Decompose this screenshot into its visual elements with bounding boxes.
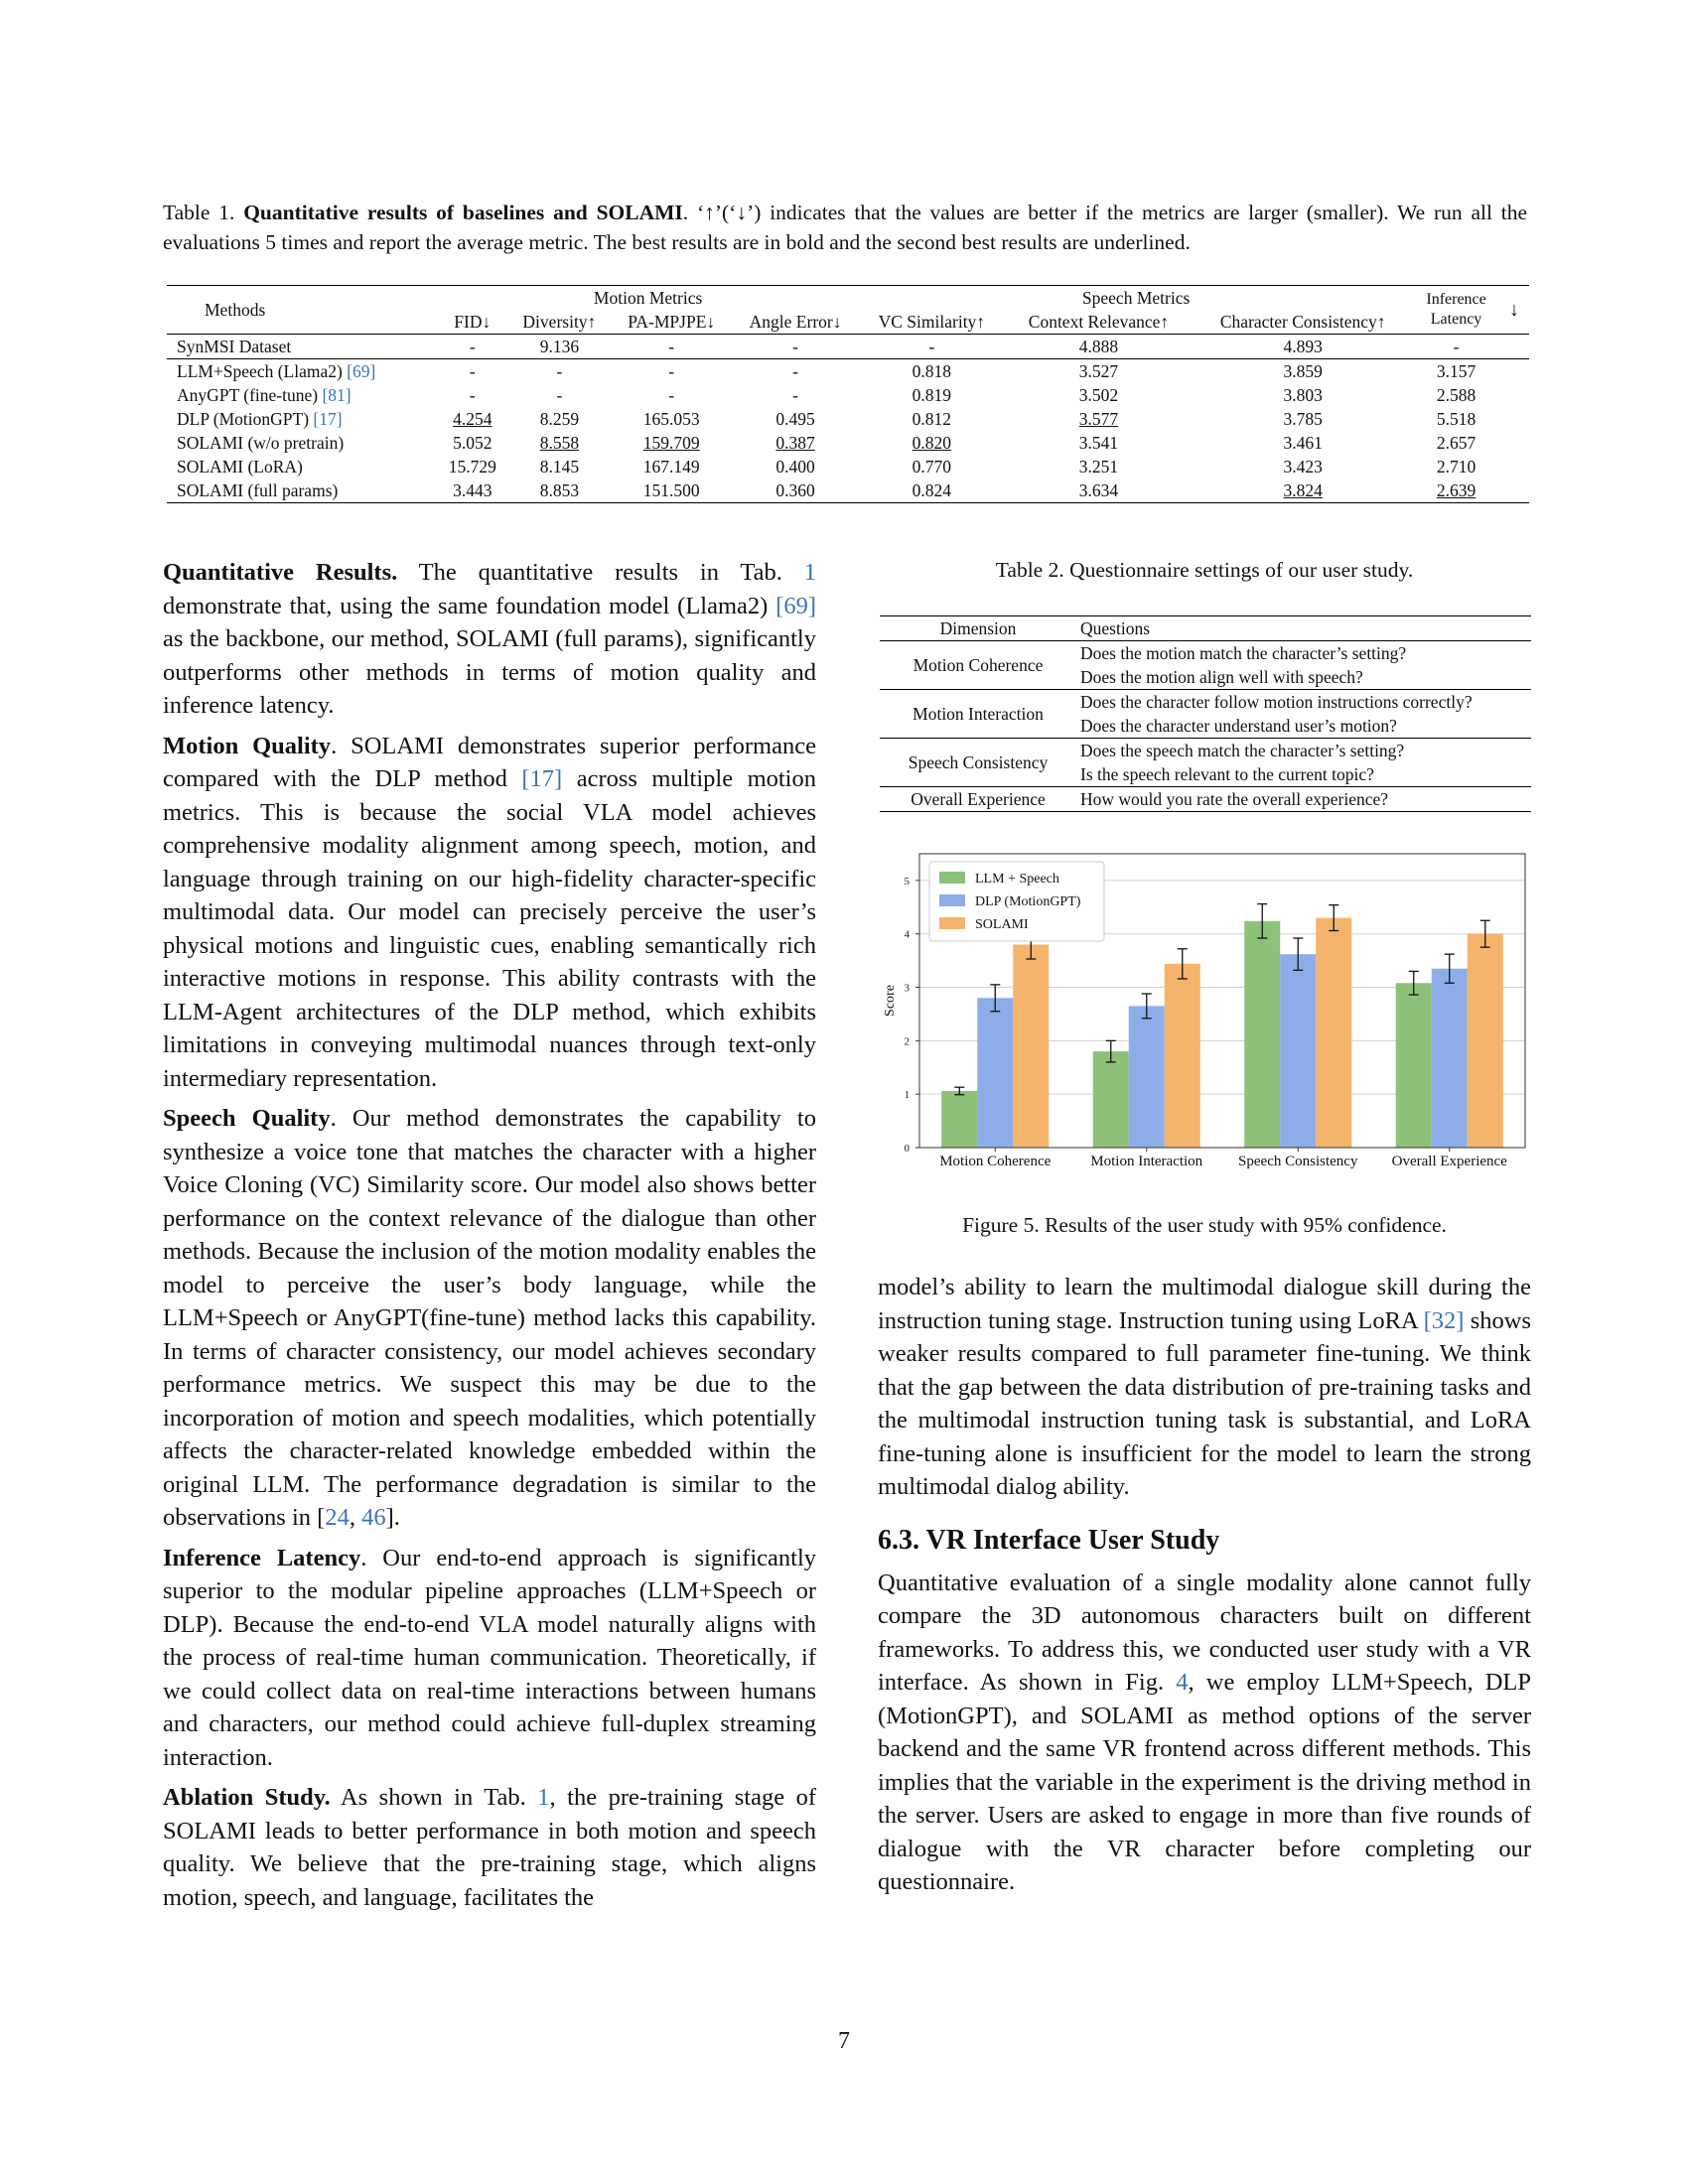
cell: 159.709 [642,433,700,453]
row-method: DLP (MotionGPT) [17] [177,409,343,429]
figure5-caption: Figure 5. Results of the user study with 95% confidence. [962,1213,1447,1237]
cell: 8.853 [539,480,580,500]
table1-group-speech: Speech Metrics [1081,288,1191,308]
user-study-bar-chart [878,850,1533,1187]
cell: 8.558 [539,433,580,453]
table2-caption: Table 2. Questionnaire settings of our user study. [995,558,1414,582]
cell: 3.461 [1283,433,1323,453]
cell: 4.893 [1283,337,1323,356]
bar [1432,969,1468,1148]
table2-head-dimension: Dimension [939,618,1017,638]
table-row [167,478,1529,503]
row-method: SOLAMI (w/o pretrain) [177,433,345,453]
table2-questions: Does the speech match the character’s setting? Is the speech relevant to the current topic? [1080,741,1405,784]
paragraph-quantitative-results: Quantitative Results. The quantitative results in Tab. 1 demonstrate that, using the same foundation model (Llama2) [69] as the backbone, our method, SOLAMI (full params), significantly outperforms other methods in terms of motion quality and inference latency. [163,559,817,719]
table2-dimension: Speech Consistency [908,752,1049,772]
table2-questions: How would you rate the overall experience? [1080,789,1389,809]
legend-label: LLM + Speech [975,872,1059,887]
legend-label: SOLAMI [975,917,1029,932]
cell: 4.254 [453,409,492,429]
cell: 4.888 [1078,337,1119,356]
y-tick-label: 3 [904,982,910,995]
cell: 0.770 [912,457,952,477]
cell: - [928,337,935,356]
bar [1316,918,1351,1148]
cell: 15.729 [448,457,496,477]
cell: 2.710 [1436,457,1477,477]
bar [1280,954,1316,1148]
cell: 3.859 [1283,361,1323,381]
y-tick-label: 2 [904,1035,910,1048]
row-method: SOLAMI (full params) [177,480,339,500]
paragraph-motion-quality: Motion Quality. SOLAMI demonstrates superior performance compared with the DLP method [17] across multiple motion metrics. This is because the social VLA model achieves comprehensive modality alignment among speech, motion, and language through training on our high-fidelity character-specific multimodal data. Our model can precisely perceive the user’s physical motions and linguistic cues, enabling semantically rich interactive motions in response. This ability contrasts with the LLM-Agent architectures of the DLP method, which exhibits limitations in conveying multimodal nuances through text-only intermediary representation. [163,732,816,1092]
y-tick-label: 1 [904,1089,910,1102]
table2 [880,615,1531,812]
bar [1129,1006,1165,1148]
cell: 3.634 [1078,480,1119,500]
cell: - [556,385,563,405]
table1-col-pampjpe: PA-MPJPE↓ [628,312,716,332]
cell: 3.502 [1078,385,1119,405]
table-row [167,455,1529,478]
table2-questions: Does the motion match the character’s setting? Does the motion align well with speech? [1080,643,1407,687]
cell: - [792,337,798,356]
cell: 0.360 [775,480,815,500]
cell: 0.818 [912,361,952,381]
cell: 0.819 [912,385,952,405]
cell: 167.149 [642,457,700,477]
cell: 165.053 [642,409,700,429]
table-row [880,739,1531,787]
table2-dimension: Motion Interaction [913,704,1044,724]
citation-link[interactable]: [17] [313,409,343,429]
table1 [167,285,1529,503]
cell: 0.812 [912,409,952,429]
table1-col-latency-1: Inference [1426,291,1486,308]
table1-caption-label: Table 1. [163,201,235,224]
right-column [878,1271,1531,1906]
table1-caption [163,198,1527,257]
table1-col-diversity: Diversity↑ [522,312,597,332]
x-tick-label: Motion Interaction [1090,1154,1203,1169]
table-row [167,407,1529,431]
table-ref-link[interactable]: 1 [803,559,817,586]
table1-col-fid: FID↓ [454,312,492,332]
y-tick-label: 4 [904,928,910,941]
y-axis-label: Score [883,985,898,1017]
cell: 3.423 [1283,457,1323,477]
bar [1093,1051,1129,1148]
bar [1013,944,1049,1148]
cell: 8.259 [539,409,580,429]
cell: 0.824 [912,480,952,500]
paragraph-vr-study: Quantitative evaluation of a single modality alone cannot fully compare the 3D autonomous characters built on different frameworks. To address this, we conducted user study with a VR interface. As shown in Fig. 4, we employ LLM+Speech, DLP (MotionGPT), and SOLAMI as method options of the server backend and the same VR frontend across different methods. This implies that the variable in the experiment is the driving method in the server. Users are asked to engage in more than five rounds of dialogue with the VR character before completing our questionnaire. [878,1569,1531,1895]
cell: 0.495 [775,409,815,429]
cell: 3.803 [1283,385,1323,405]
y-tick-label: 5 [904,875,910,887]
section-title: 6.3. VR Interface User Study [878,1524,1220,1556]
cell: - [469,361,476,381]
table1-caption-rest: . ‘↑’(‘↓’) indicates that the values are better if the metrics are larger (smaller). We run all the evaluations 5 times and report the average metric. The best results are in bold and the second best results are underlined. [163,201,1528,254]
cell: 3.251 [1078,457,1119,477]
cell: - [792,385,798,405]
cell: - [668,337,675,356]
table1-col-methods: Methods [205,300,266,320]
table1-group-header [167,286,1529,311]
table2-questions: Does the character follow motion instructions correctly? Does the character understand user’s motion? [1080,692,1473,736]
table1-col-character: Character Consistency↑ [1219,312,1386,332]
legend-swatch [939,872,965,884]
paragraph-ablation-study: Ablation Study. As shown in Tab. 1, the pre-training stage of SOLAMI leads to better performance in both motion and speech quality. We believe that the pre-training stage, which aligns motion, speech, and language, facilitates the [163,1784,816,1911]
table2-dimension: Overall Experience [911,789,1046,809]
bar [941,1091,977,1148]
table-row [167,359,1529,384]
cell: 5.518 [1436,409,1477,429]
citation-link[interactable]: [69] [347,361,376,381]
cell: 3.577 [1078,409,1119,429]
citation-link[interactable]: [17] [521,765,563,792]
cell: 9.136 [539,337,580,356]
table-row [167,383,1529,407]
cell: 0.820 [912,433,952,453]
table2-dimension: Motion Coherence [913,655,1044,675]
table-row [167,335,1529,359]
cell: - [556,361,563,381]
table-row [880,690,1531,739]
cell: - [668,361,675,381]
x-tick-label: Overall Experience [1391,1154,1507,1169]
cell: 0.400 [775,457,815,477]
legend-swatch [939,917,965,929]
legend-label: DLP (MotionGPT) [975,894,1081,909]
row-method: SynMSI Dataset [177,337,292,356]
cell: 2.657 [1436,433,1477,453]
paragraph-inference-latency: Inference Latency. Our end-to-end approach is significantly superior to the modular pipeline approaches (LLM+Speech or DLP). Because the end-to-end VLA model naturally aligns with the process of real-time human communication. Theoretically, if we could collect data on real-time interactions between humans and characters, our method could achieve full-duplex streaming interaction. [163,1544,816,1771]
cell: 3.157 [1436,361,1477,381]
cell: 2.639 [1436,480,1477,500]
bar [977,998,1013,1148]
left-column [163,556,816,1921]
table2-head-questions: Questions [1080,618,1150,638]
cell: 2.588 [1436,385,1477,405]
cell: - [469,337,476,356]
cell: - [668,385,675,405]
x-tick-label: Motion Coherence [939,1154,1052,1169]
table1-col-latency-2: Latency [1430,311,1482,328]
bar [1244,921,1280,1148]
cell: - [792,361,798,381]
table1-col-angle: Angle Error↓ [749,312,842,332]
citation-link[interactable]: 46 [361,1504,386,1531]
cell: 5.052 [453,433,492,453]
row-method: LLM+Speech (Llama2) [69] [177,361,376,381]
table2-header [880,616,1531,641]
table1-caption-bold: Quantitative results of baselines and SOLAMI [243,201,683,224]
table1-col-latency-arrow: ↓ [1509,299,1519,321]
cell: 3.443 [453,480,492,500]
table1-col-vc: VC Similarity↑ [878,312,986,332]
table1-group-motion: Motion Metrics [593,288,703,308]
cell: - [469,385,476,405]
citation-link[interactable]: [81] [322,385,352,405]
cell: 3.541 [1078,433,1119,453]
bar [1468,934,1503,1148]
y-tick-label: 0 [904,1143,910,1155]
table1-col-latency [1413,286,1499,335]
page-number: 7 [838,2028,850,2054]
cell: - [1453,337,1460,356]
table-row [880,641,1531,690]
paragraph-speech-quality: Speech Quality. Our method demonstrates the capability to synthesize a voice tone that matches the character with a higher Voice Cloning (VC) Similarity score. Our model also shows better performance on the context relevance of the dialogue than other methods. Because the inclusion of the motion modality enables the model to perceive the user’s body language, while the LLM+Speech or AnyGPT(fine-tune) method lacks this capability. In terms of character consistency, our model achieves secondary performance metrics. We suspect this may be due to the incorporation of motion and speech modalities, which potentially affects the character-related knowledge embedded within the original LLM. The performance degradation is similar to the observations in [24, 46]. [163,1105,816,1531]
table-row [880,787,1531,812]
cell: 3.785 [1283,409,1323,429]
cell: 8.145 [539,457,580,477]
citation-link[interactable]: 24 [325,1504,350,1531]
cell: 3.527 [1078,361,1119,381]
legend-swatch [939,894,965,906]
table1-col-context: Context Relevance↑ [1028,312,1170,332]
table-row [167,431,1529,455]
cell: 3.824 [1283,480,1323,500]
citation-link[interactable]: [69] [775,592,816,619]
bar [1396,983,1432,1148]
cell: 151.500 [642,480,700,500]
citation-link[interactable]: [32] [1423,1306,1465,1334]
cell: 0.387 [775,433,815,453]
row-method: AnyGPT (fine-tune) [81] [177,385,352,405]
paragraph-lora: model’s ability to learn the multimodal dialogue skill during the instruction tuning stage. Instruction tuning using LoRA [32] shows weaker results compared to full parameter fine-tuning. We think that the gap between the data distribution of pre-training tasks and the multimodal instruction tuning task is substantial, and LoRA fine-tuning alone is insufficient for the model to learn the strong multimodal dialog ability. [878,1274,1532,1500]
table-ref-link[interactable]: 1 [537,1784,550,1811]
bar [1165,964,1200,1148]
figure-ref-link[interactable]: 4 [1176,1669,1189,1696]
x-tick-label: Speech Consistency [1238,1154,1358,1169]
row-method: SOLAMI (LoRA) [177,457,303,477]
